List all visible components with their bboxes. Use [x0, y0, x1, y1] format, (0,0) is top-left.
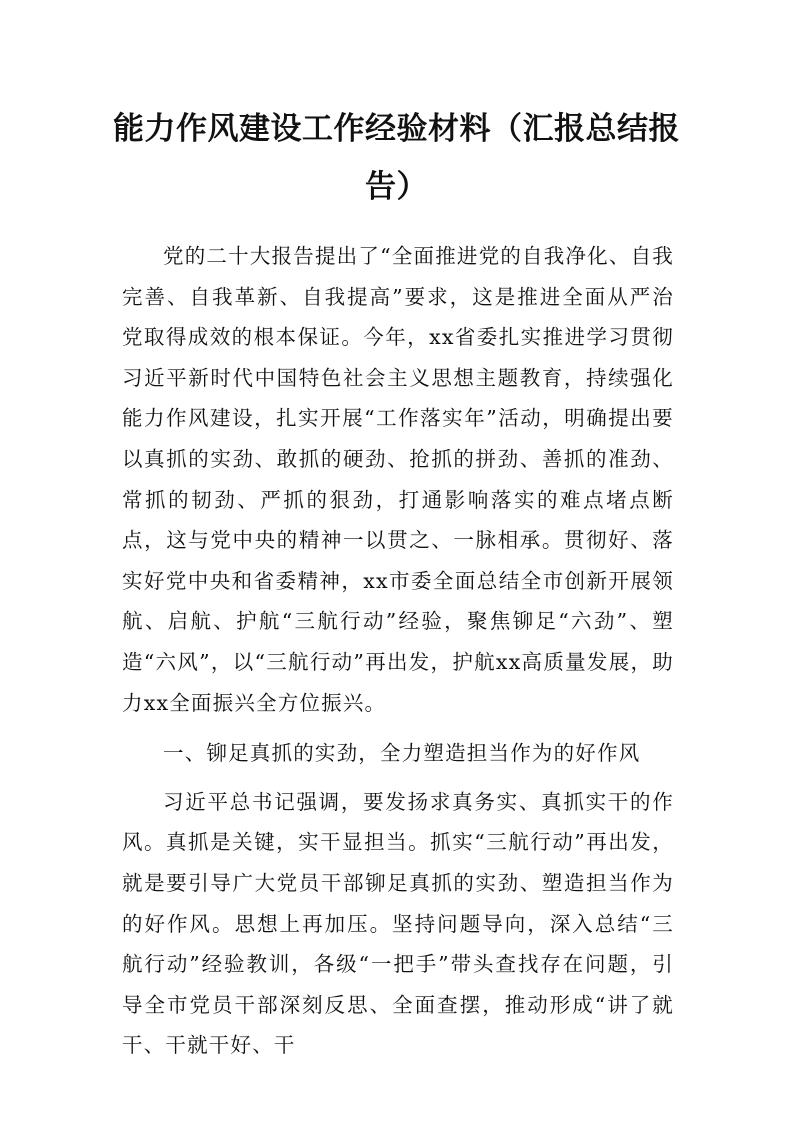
intro-paragraph: 党的二十大报告提出了“全面推进党的自我净化、自我完善、自我革新、自我提高”要求，这是推进全面从严治党取得成效的根本保证。今年，xx省委扎实推进学习贯彻习近平新时代中国特色社会主义思想主题教育，持续强化能力作风建设，扎实开展“工作落实年”活动，明确提出要以真抓的实劲、敢抓的硬劲、抢抓的拼劲、善抓的准劲、常抓的韧劲、严抓的狠劲，打通影响落实的难点堵点断点，这与党中央的精神一以贯之、一脉相承。贯彻好、落实好党中央和省委精神，xx市委全面总结全市创新开展领航、启航、护航“三航行动”经验，聚焦铆足“六劲”、塑造“六风”，以“三航行动”再出发，护航xx高质量发展，助力xx全面振兴全方位振兴。: [122, 244, 674, 715]
section-heading-1: 一、铆足真抓的实劲，全力塑造担当作为的好作风: [163, 741, 641, 766]
document-body: [122, 236, 674, 1066]
section-1-paragraph: 习近平总书记强调，要发扬求真务实、真抓实干的作风。真抓是关键，实干显担当。抓实“三航行动”再出发，就是要引导广大党员干部铆足真抓的实劲、塑造担当作为的好作风。思想上再加压。坚持问题导向，深入总结“三航行动”经验教训，各级“一把手”带头查找存在问题，引导全市党员干部深刻反思、全面查摆，推动形成“讲了就干、干就干好、干: [122, 789, 674, 1058]
document-title: 能力作风建设工作经验材料（汇报总结报告）: [113, 111, 680, 205]
